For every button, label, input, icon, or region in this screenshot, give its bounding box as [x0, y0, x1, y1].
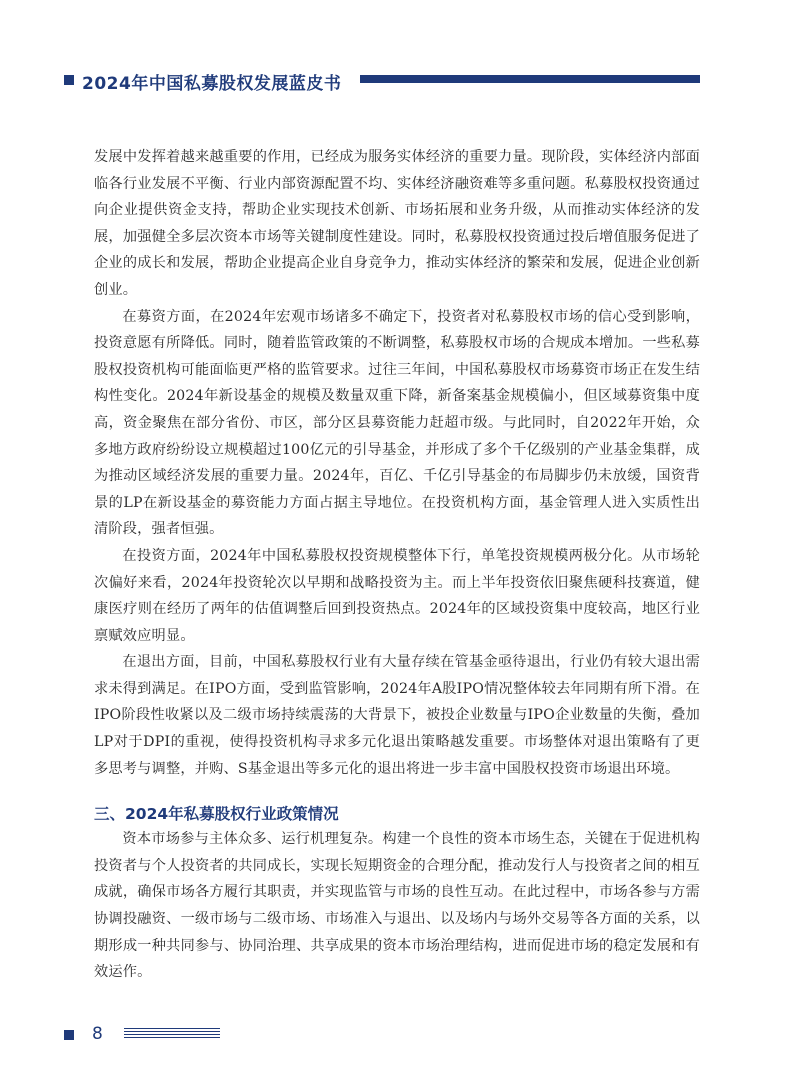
page-number: 8	[92, 1024, 103, 1044]
body-paragraph-fundraising: 在募资方面，在2024年宏观市场诸多不确定下，投资者对私募股权市场的信心受到影响，投资意愿有所降低。同时，随着监管政策的不断调整，私募股权市场的合规成本增加。一些私募股权投资机构可能面临更严格的监管要求。过往三年间，中国私募股权市场募资市场正在发生结构性变化。2024年新设基金的规模及数量双重下降，新备案基金规模偏小，但区域募资集中度高，资金聚焦在部分省份、市区，部分区县募资能力赶超市级。与此同时，自2022年开始，众多地方政府纷纷设立规模超过100亿元的引导基金，并形成了多个千亿级别的产业基金集群，成为推动区域经济发展的重要力量。2024年，百亿、千亿引导基金的布局脚步仍未放缓，国资背景的LP在新设基金的募资能力方面占据主导地位。在投资机构方面，基金管理人进入实质性出清阶段，强者恒强。	[94, 308, 700, 538]
body-paragraph-policy: 资本市场参与主体众多、运行机理复杂。构建一个良性的资本市场生态，关键在于促进机构投资者与个人投资者的共同成长，实现长短期资金的合理分配，推动发行人与投资者之间的相互成就，确保市场各方履行其职责，并实现监管与市场的良性互动。在此过程中，市场各参与方需协调投融资、一级市场与二级市场、市场准入与退出、以及场内与场外交易等各方面的关系，以期形成一种共同参与、协同治理、共享成果的资本市场治理结构，进而促进市场的稳定发展和有效运作。	[94, 831, 700, 981]
body-paragraph-exit: 在退出方面，目前，中国私募股权行业有大量存续在管基金亟待退出，行业仍有较大退出需求未得到满足。在IPO方面，受到监管影响，2024年A股IPO情况整体较去年同期有所下滑。在IPO阶段性收紧以及二级市场持续震荡的大背景下，被投企业数量与IPO企业数量的失衡，叠加LP对于DPI的重视，使得投资机构寻求多元化退出策略越发重要。市场整体对退出策略有了更多思考与调整，并购、S基金退出等多元化的退出将进一步丰富中国股权投资市场退出环境。	[94, 654, 700, 777]
main-content	[94, 144, 700, 986]
header-title: 2024年中国私募股权发展蓝皮书	[82, 74, 342, 94]
footer-square-marker	[64, 1030, 74, 1040]
body-paragraph-investment: 在投资方面，2024年中国私募股权投资规模整体下行，单笔投资规模两极分化。从市场轮次偏好来看，2024年投资轮次以早期和战略投资为主。而上半年投资依旧聚焦硬科技赛道，健康医疗则在经历了两年的估值调整后回到投资热点。2024年的区域投资集中度较高，地区行业禀赋效应明显。	[94, 547, 700, 644]
header-rule-bar	[360, 75, 700, 83]
footer-decorative-lines	[124, 1028, 220, 1042]
header-square-marker	[64, 75, 74, 85]
section-heading-policy: 三、2024年私募股权行业政策情况	[94, 805, 339, 824]
page-header	[64, 66, 700, 94]
body-paragraph-continued: 发展中发挥着越来越重要的作用，已经成为服务实体经济的重要力量。现阶段，实体经济内部面临各行业发展不平衡、行业内部资源配置不均、实体经济融资难等多重问题。私募股权投资通过向企业提供资金支持，帮助企业实现技术创新、市场拓展和业务升级，从而推动实体经济的发展，加强健全多层次资本市场等关键制度性建设。同时，私募股权投资通过投后增值服务促进了企业的成长和发展，帮助企业提高企业自身竞争力，推动实体经济的繁荣和发展，促进企业创新创业。	[94, 149, 700, 298]
page-footer	[64, 1024, 264, 1048]
